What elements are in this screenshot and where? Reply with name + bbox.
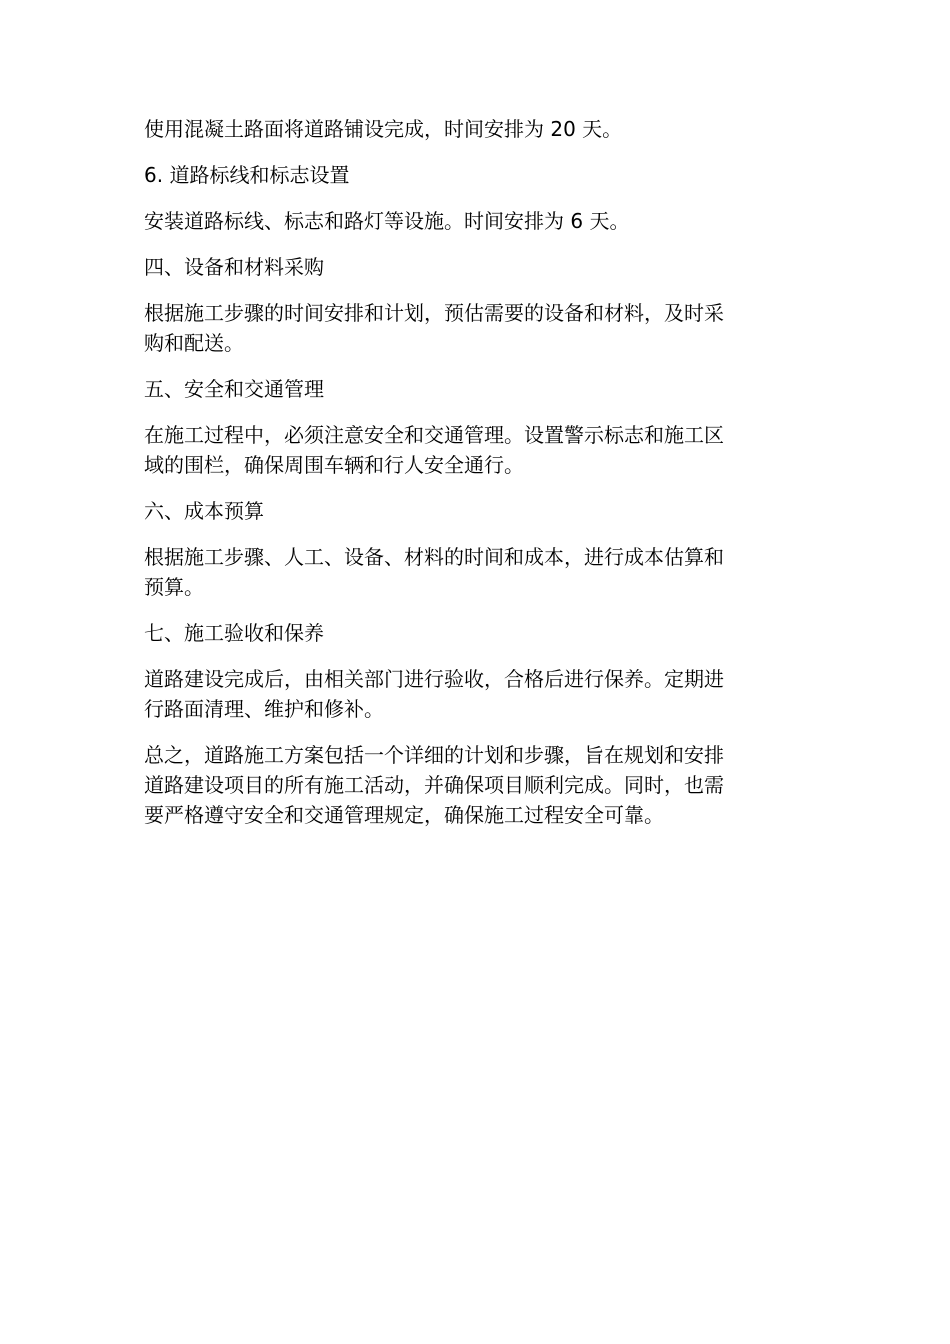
paragraph-procurement	[144, 298, 804, 358]
text-line: 在施工过程中，必须注意安全和交通管理。设置警示标志和施工区	[144, 423, 724, 447]
paragraph-road-markings	[144, 206, 804, 236]
text-line: 预算。	[144, 575, 204, 599]
text-line: 六、成本预算	[144, 499, 264, 523]
text-line: 要严格遵守安全和交通管理规定，确保施工过程安全可靠。	[144, 803, 664, 827]
text-line: 使用混凝土路面将道路铺设完成，时间安排为 20 天。	[144, 117, 623, 141]
text-line: 根据施工步骤、人工、设备、材料的时间和成本，进行成本估算和	[144, 545, 724, 569]
text-line: 安装道路标线、标志和路灯等设施。时间安排为 6 天。	[144, 209, 630, 233]
heading-road-markings	[144, 160, 804, 190]
document-body	[144, 114, 804, 846]
heading-procurement	[144, 252, 804, 282]
text-line: 道路建设完成后，由相关部门进行验收，合格后进行保养。定期进	[144, 667, 724, 691]
paragraph-cost-budget	[144, 542, 804, 602]
heading-cost-budget	[144, 496, 804, 526]
text-line: 总之，道路施工方案包括一个详细的计划和步骤，旨在规划和安排	[144, 743, 724, 767]
heading-acceptance-maintenance	[144, 618, 804, 648]
text-line: 域的围栏，确保周围车辆和行人安全通行。	[144, 453, 524, 477]
paragraph-acceptance-maintenance	[144, 664, 804, 724]
text-line: 购和配送。	[144, 331, 244, 355]
paragraph-summary	[144, 740, 804, 830]
paragraph-safety-traffic	[144, 420, 804, 480]
text-line: 四、设备和材料采购	[144, 255, 324, 279]
paragraph-concrete-paving	[144, 114, 804, 144]
text-line: 七、施工验收和保养	[144, 621, 324, 645]
text-line: 道路建设项目的所有施工活动，并确保项目顺利完成。同时，也需	[144, 773, 724, 797]
text-line: 根据施工步骤的时间安排和计划，预估需要的设备和材料，及时采	[144, 301, 724, 325]
text-line: 五、安全和交通管理	[144, 377, 324, 401]
text-line: 6. 道路标线和标志设置	[144, 163, 350, 187]
heading-safety-traffic	[144, 374, 804, 404]
text-line: 行路面清理、维护和修补。	[144, 697, 384, 721]
